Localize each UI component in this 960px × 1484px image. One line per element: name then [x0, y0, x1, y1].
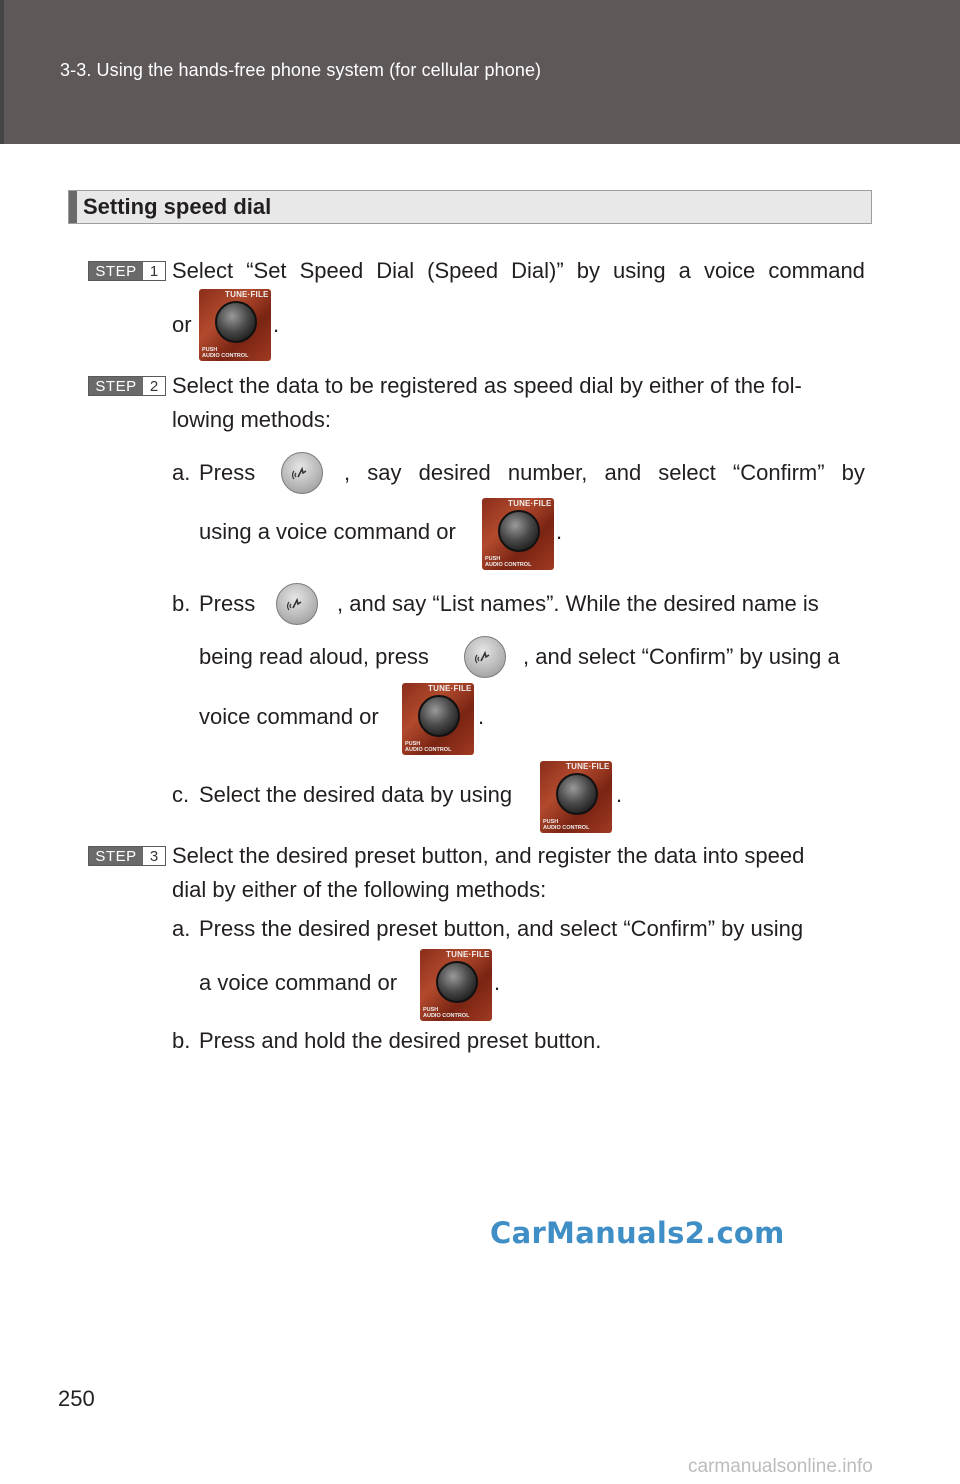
word: (Speed — [427, 258, 499, 283]
knob-label: TUNE·FILE — [428, 684, 472, 693]
word: number, — [507, 460, 588, 485]
page-number: 250 — [58, 1386, 95, 1411]
step-1-line-2: or — [172, 312, 192, 337]
period: . — [273, 312, 280, 337]
knob-bottom-label: PUSH AUDIO CONTROL — [405, 741, 452, 753]
word: by — [841, 460, 865, 485]
step-3-badge — [88, 846, 166, 866]
word: by — [576, 258, 600, 283]
knob-label: TUNE·FILE — [508, 499, 552, 508]
knob-label: TUNE·FILE — [446, 950, 490, 959]
chapter-title: 3-3. Using the hands-free phone system (for cellular phone) — [60, 60, 542, 80]
knob-bottom-label: PUSH AUDIO CONTROL — [485, 556, 532, 568]
period: . — [556, 519, 563, 544]
word: using — [613, 258, 666, 283]
list-marker: a. — [172, 916, 191, 941]
step-2a-line-1 — [344, 456, 865, 490]
step-3-line-2: dial by either of the following methods: — [172, 877, 547, 902]
tune-file-knob-icon — [402, 683, 474, 755]
period: . — [494, 970, 501, 995]
step-2-badge — [88, 376, 166, 396]
step-number: 2 — [143, 377, 165, 395]
step-2b-line-1: , and say “List names”. While the desired name is — [337, 591, 819, 616]
step-2b-press: Press — [199, 591, 256, 616]
step-2b-line-3: voice command or — [199, 704, 379, 729]
step-1-badge — [88, 261, 166, 281]
knob-dial — [498, 510, 540, 552]
section-heading — [68, 190, 872, 224]
knob-dial — [418, 695, 460, 737]
talk-switch-icon — [464, 636, 506, 678]
step-word: STEP — [89, 262, 143, 280]
word: , — [344, 460, 351, 485]
step-2c-line: Select the desired data by using — [199, 782, 513, 807]
list-marker: b. — [172, 591, 191, 616]
section-heading-bar — [69, 191, 77, 223]
step-2a-line-2: using a voice command or — [199, 519, 456, 544]
word: Dial — [376, 258, 415, 283]
tune-file-knob-icon — [482, 498, 554, 570]
step-2-line-2: lowing methods: — [172, 407, 331, 432]
word: “Set — [246, 258, 287, 283]
step-2b-line-2b: , and select “Confirm” by using a — [523, 644, 840, 669]
word: desired — [418, 460, 491, 485]
talk-switch-icon — [276, 583, 318, 625]
step-3b-line: Press and hold the desired preset button. — [199, 1028, 602, 1053]
word: say — [367, 460, 402, 485]
list-marker: c. — [172, 782, 190, 807]
knob-label: TUNE·FILE — [566, 762, 610, 771]
step-3-line-1: Select the desired preset button, and register the data into speed — [172, 843, 805, 868]
word: a — [678, 258, 691, 283]
tune-file-knob-icon — [540, 761, 612, 833]
word: select — [658, 460, 716, 485]
section-title: Setting speed dial — [83, 194, 272, 219]
word: Select — [172, 258, 234, 283]
page-header — [0, 0, 960, 144]
word: voice — [703, 258, 756, 283]
list-marker: b. — [172, 1028, 191, 1053]
tune-file-knob-icon — [199, 289, 271, 361]
watermark: CarManuals2.com — [490, 1216, 785, 1250]
period: . — [616, 782, 623, 807]
knob-label: TUNE·FILE — [225, 290, 269, 299]
knob-dial — [556, 773, 598, 815]
step-2a-press: Press — [199, 460, 256, 485]
word: command — [768, 258, 865, 283]
knob-bottom-label: PUSH AUDIO CONTROL — [423, 1007, 470, 1019]
list-marker: a. — [172, 460, 191, 485]
word: and — [604, 460, 642, 485]
step-1-line-1 — [172, 254, 865, 288]
knob-bottom-label: PUSH AUDIO CONTROL — [202, 347, 249, 359]
talk-switch-icon — [281, 452, 323, 494]
knob-bottom-label: PUSH AUDIO CONTROL — [543, 819, 590, 831]
step-3a-line-1: Press the desired preset button, and select “Confirm” by using — [199, 916, 804, 941]
knob-dial — [215, 301, 257, 343]
step-2-line-1: Select the data to be registered as speed dial by either of the fol- — [172, 373, 802, 398]
knob-dial — [436, 961, 478, 1003]
step-3a-line-2: a voice command or — [199, 970, 398, 995]
period: . — [478, 704, 485, 729]
step-word: STEP — [89, 847, 143, 865]
step-word: STEP — [89, 377, 143, 395]
step-number: 3 — [143, 847, 165, 865]
tune-file-knob-icon — [420, 949, 492, 1021]
footer-site-link[interactable]: carmanualsonline.info — [688, 1456, 873, 1477]
word: Dial)” — [511, 258, 564, 283]
word: Speed — [299, 258, 364, 283]
header-edge — [0, 0, 4, 144]
word: “Confirm” — [732, 460, 825, 485]
step-number: 1 — [143, 262, 165, 280]
step-2b-line-2a: being read aloud, press — [199, 644, 429, 669]
